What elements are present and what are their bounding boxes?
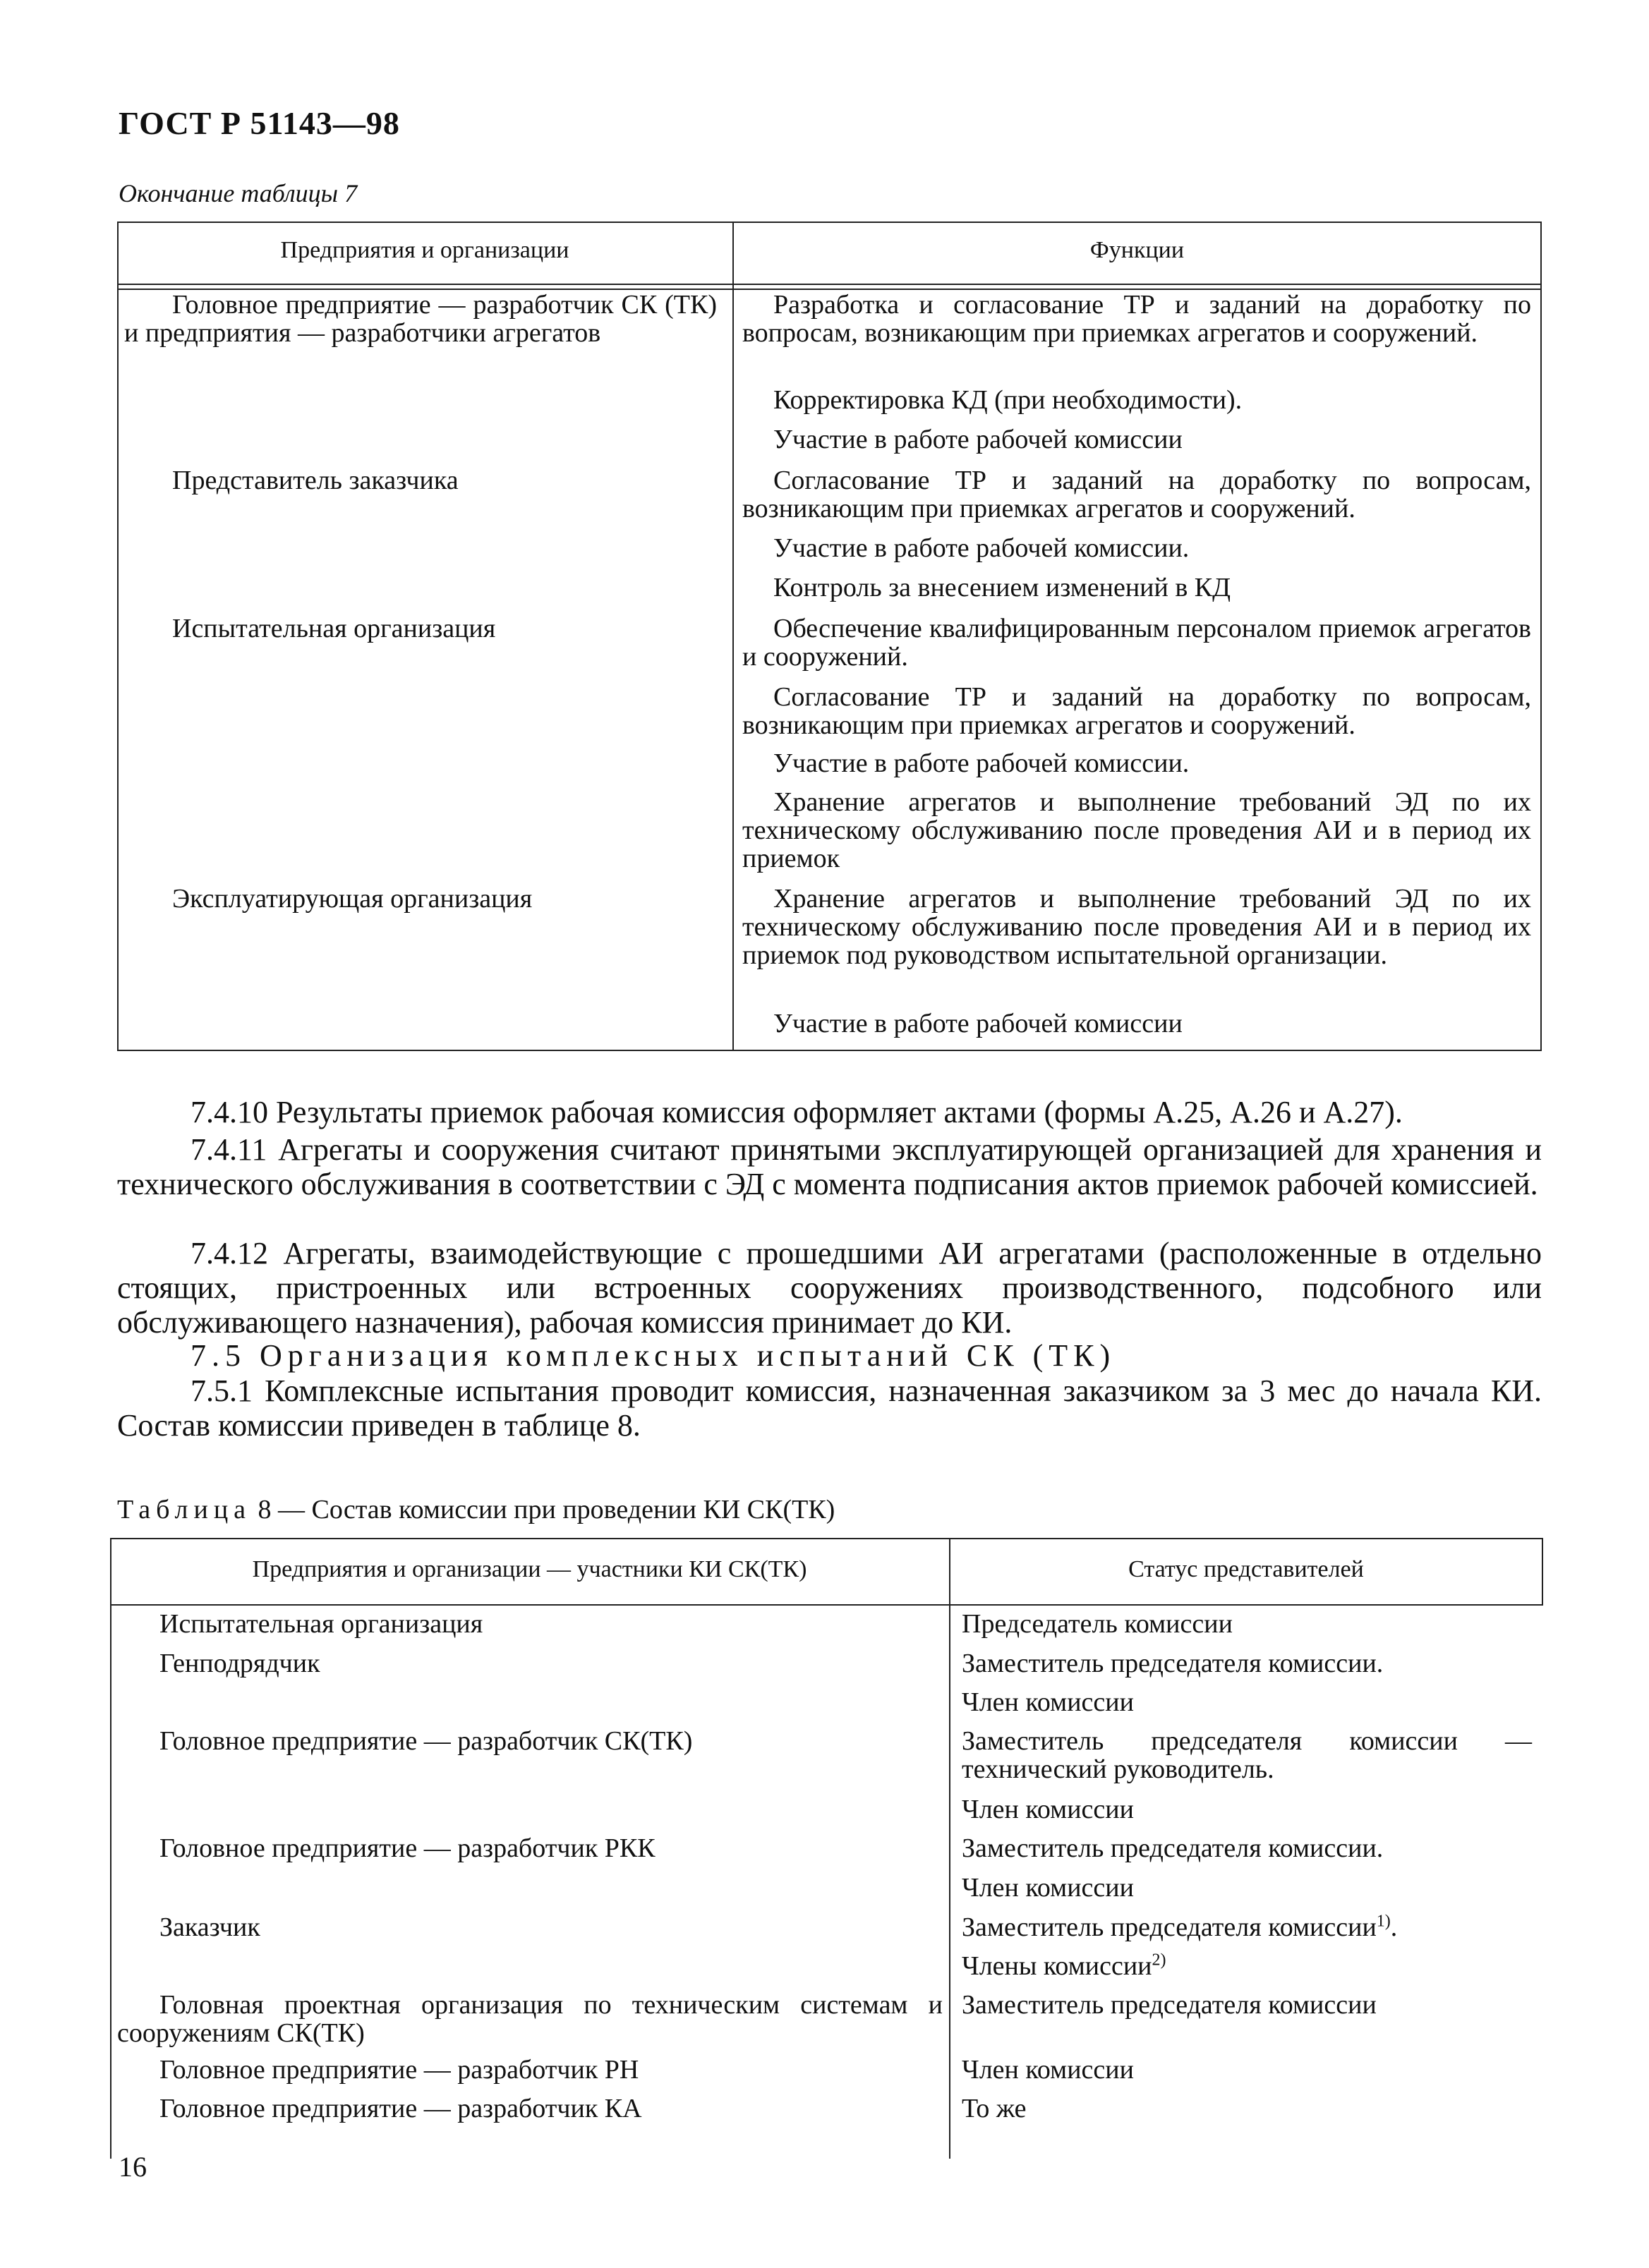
table-8-status: Член комиссии [962,1795,1134,1824]
table-7-function: Участие в работе рабочей комиссии [773,1009,1183,1038]
table-8-status: Заместитель председателя комиссии. [962,1833,1384,1863]
table-8-org: Головное предприятие — разработчик СК(ТК) [159,1726,693,1756]
table-8-status-text: Члены комиссии [962,1951,1152,1981]
footnote-mark-1: 1) [1376,1912,1391,1931]
paragraph-7-5-1: 7.5.1 Комплексные испытания проводит комиссия, назначенная заказчиком за 3 мес до начала КИ. Состав комиссии приведен в таблице 8. [117,1373,1542,1443]
table-7-org: Представитель заказчика [172,466,459,495]
footnote-mark-2: 2) [1152,1951,1166,1970]
section-heading-7-5: 7.5 Организация комплексных испытаний СК (ТК) [191,1338,1116,1373]
table-7-header-functions: Функции [1089,237,1185,263]
table-8-status: Заместитель председателя комиссии. [962,1649,1384,1678]
table-7-continuation-caption: Окончание таблицы 7 [119,179,358,207]
table-8-status: Член комиссии [962,1873,1134,1903]
table-7-function: Корректировка КД (при необходимости). [773,385,1243,415]
paragraph-7-4-10: 7.4.10 Результаты приемок рабочая комиссия оформляет актами (формы А.25, А.26 и А.27). [191,1095,1403,1129]
table-7-function: Участие в работе рабочей комиссии. [773,533,1190,563]
table-8-status: Председатель комиссии [962,1609,1233,1639]
table-7-function: Контроль за внесением изменений в КД [773,573,1231,602]
table-8-status: То же [962,2094,1027,2123]
paragraph-7-4-11: 7.4.11 Агрегаты и сооружения считают принятыми эксплуатирующей организацией для хранения и технического обслуживания в соответствии с ЭД с момента подписания актов приемок рабочей комиссией. [117,1132,1542,1201]
table-8 [110,1538,1543,2159]
table-8-status: Заместитель председателя комиссии — технический руководитель. [962,1726,1532,1784]
table-8-status-text: Заместитель председателя комиссии [962,1912,1377,1942]
table-8-status: Член комиссии [962,1687,1134,1717]
table-8-org: Генподрядчик [159,1649,320,1678]
table-8-org: Головная проектная организация по техническим системам и сооружениям СК(ТК) [117,1990,943,2048]
table-8-status [962,1952,1532,1980]
table-7-function: Разработка и согласование ТР и заданий на доработку по вопросам, возникающим при приемках агрегатов и сооружений. [742,290,1531,348]
table-7-function: Согласование ТР и заданий на доработку по вопросам, возникающим при приемках агрегатов и сооружений. [742,682,1531,740]
table-8-status: Заместитель председателя комиссии [962,1990,1377,2020]
document-id: ГОСТ Р 51143—98 [119,105,400,141]
table-8-org: Головное предприятие — разработчик КА [159,2094,642,2123]
table-8-caption-text: 8 — Состав комиссии при проведении КИ СК(ТК) [258,1495,835,1524]
table-7-org: Эксплуатирующая организация [172,884,533,914]
table-8-org: Головное предприятие — разработчик РКК [159,1833,656,1863]
table-8-caption [117,1494,835,1525]
table-7-header-organizations: Предприятия и организации [280,237,569,263]
table-7-function: Хранение агрегатов и выполнение требований ЭД по их техническому обслуживанию после проведения АИ и в период их приемок [742,787,1531,873]
table-7-function: Обеспечение квалифицированным персоналом приемок агрегатов и сооружений. [742,614,1531,672]
table-7-function: Согласование ТР и заданий на доработку по вопросам, возникающим при приемках агрегатов и сооружений. [742,466,1531,523]
table-8-status: Член комиссии [962,2055,1134,2085]
table-8-caption-label: Таблица [117,1495,252,1524]
table-7 [117,222,1542,1051]
table-8-status [962,1913,1532,1941]
table-7-function: Хранение агрегатов и выполнение требований ЭД по их техническому обслуживанию после проведения АИ и в период их приемок под руководством испытательной организации. [742,884,1531,970]
table-7-function: Участие в работе рабочей комиссии [773,425,1183,454]
paragraph-7-4-12: 7.4.12 Агрегаты, взаимодействующие с прошедшими АИ агрегатами (расположенные в отдельно стоящих, пристроенных или встроенных сооружениях производственного, подсобного или обслуживающего назначения), рабочая комиссия принимает до КИ. [117,1236,1542,1340]
table-8-header-participants: Предприятия и организации — участники КИ СК(ТК) [252,1556,807,1582]
table-7-function: Участие в работе рабочей комиссии. [773,748,1190,778]
table-8-org: Испытательная организация [159,1609,483,1639]
footnote-mark-1-period: . [1390,1912,1398,1942]
table-7-org: Испытательная организация [172,614,496,643]
page-number: 16 [119,2151,147,2183]
table-8-org: Головное предприятие — разработчик РН [159,2055,639,2085]
table-8-header-status: Статус представителей [1128,1556,1364,1582]
table-8-org: Заказчик [159,1912,260,1942]
table-7-org: Головное предприятие — разработчик СК (ТК) и предприятия — разработчики агрегатов [124,290,717,348]
